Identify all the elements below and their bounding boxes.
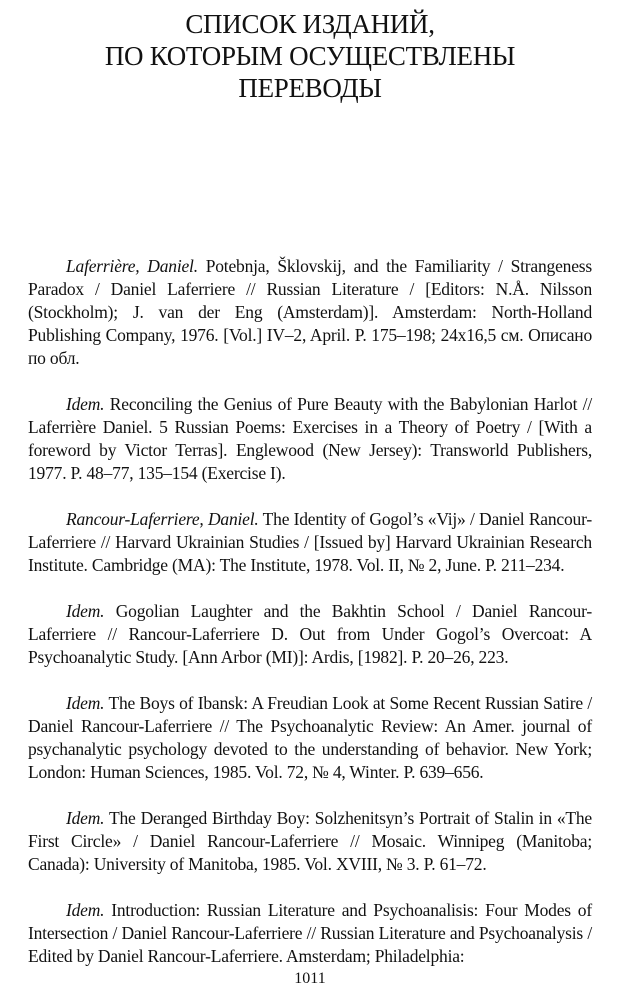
bibliography-entry (28, 692, 592, 784)
title-line-2: ПО КОТОРЫМ ОСУЩЕСТВЛЕНЫ (104, 41, 516, 71)
entry-text: Reconciling the Genius of Pure Beauty with the Babylonian Harlot // Laferrière Daniel. 5 Russian Poems: Exercises in a Theory of Poetry / [With a foreword by Victor Terras]. Englewood (New Jersey): Transworld Publishers, 1977. P. 48–77, 135–154 (Exercise I). (28, 394, 592, 483)
entry-text: Potebnja, Šklovskij, and the Familiarity / Strangeness Paradox / Daniel Laferriere // Russian Literature / [Editors: N.Å. Nilsson (Stockholm); J. van der Eng (Amsterdam)]. Amsterdam: North-Holland Publishing Company, 1976. [Vol.] IV–2, April. P. 175–198; 24x16,5 см. Описано по обл. (28, 256, 592, 368)
entry-text: Gogolian Laughter and the Bakhtin School / Daniel Rancour-Laferriere // Rancour-Laferriere D. Out from Under Gogol’s Overcoat: A Psychoanalytic Study. [Ann Arbor (MI)]: Ardis, [1982]. P. 20–26, 223. (28, 601, 592, 667)
bibliography-entry (28, 508, 592, 577)
title-line-3: ПЕРЕВОДЫ (238, 73, 382, 103)
entry-text: Introduction: Russian Literature and Psychoanalisis: Four Modes of Intersection / Daniel Rancour-Laferriere // Russian Literature and Psychoanalysis / Edited by Daniel Rancour-Laferriere. Amsterdam; Philadelphia: (28, 900, 592, 966)
entry-author: Idem. (66, 601, 105, 621)
bibliography-entry (28, 600, 592, 669)
bibliography-list (28, 255, 592, 991)
title-line-1: СПИСОК ИЗДАНИЙ, (185, 9, 435, 39)
entry-text: The Deranged Birthday Boy: Solzhenitsyn’s Portrait of Stalin in «The First Circle» / Daniel Rancour-Laferriere // Mosaic. Winnipeg (Manitoba; Canada): University of Manitoba, 1985. Vol. XVIII, № 3. P. 61–72. (28, 808, 592, 874)
entry-text: The Identity of Gogol’s «Vij» / Daniel Rancour-Laferriere // Harvard Ukrainian Studies / [Issued by] Harvard Ukrainian Research Institute. Cambridge (MA): The Institute, 1978. Vol. II, № 2, June. P. 211–234. (28, 509, 592, 575)
bibliography-entry (28, 899, 592, 968)
entry-author: Idem. (66, 808, 105, 828)
entry-author: Laferrière, Daniel. (66, 256, 198, 276)
bibliography-entry (28, 393, 592, 485)
bibliography-entry (28, 807, 592, 876)
entry-author: Idem. (66, 394, 105, 414)
page-title (0, 8, 620, 104)
bibliography-entry (28, 255, 592, 370)
entry-author: Rancour-Laferriere, Daniel. (66, 509, 259, 529)
entry-author: Idem. (66, 900, 105, 920)
entry-author: Idem. (66, 693, 105, 713)
page-number: 1011 (294, 970, 326, 987)
entry-text: The Boys of Ibansk: A Freudian Look at Some Recent Russian Satire / Daniel Rancour-Laferriere // The Psychoanalytic Review: An Amer. journal of psychanalytic psychology devoted to the understanding of behavior. New York; London: Human Sciences, 1985. Vol. 72, № 4, Winter. P. 639–656. (28, 693, 592, 782)
